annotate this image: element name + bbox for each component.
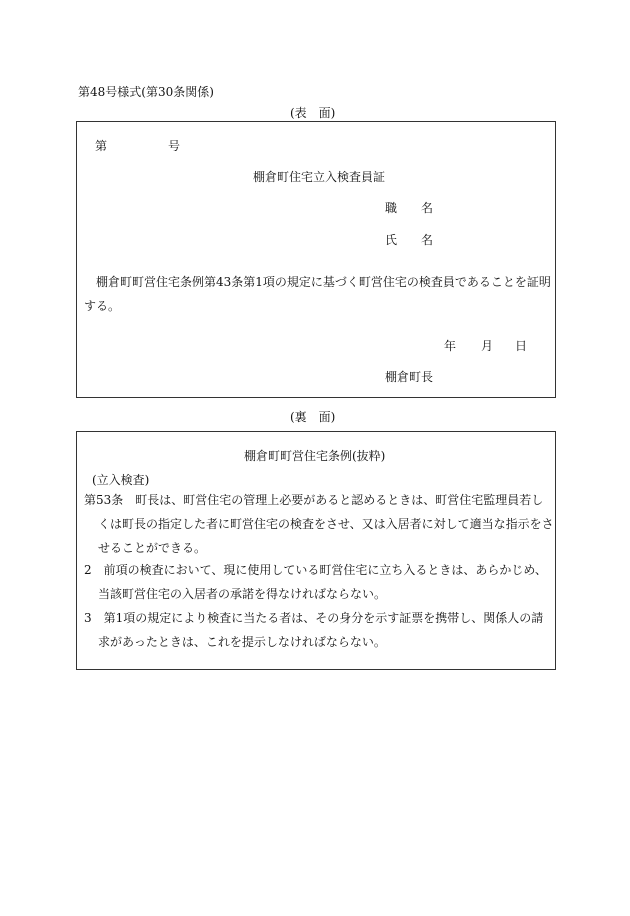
ordinance-title: 棚倉町町営住宅条例(抜粋): [244, 449, 386, 463]
front-card: [76, 121, 556, 398]
section-caption: (立入検査): [92, 473, 150, 487]
job-title-label: 職 名: [385, 201, 434, 215]
certification-text: 棚倉町町営住宅条例第43条第1項の規定に基づく町営住宅の検査員であることを証明する。: [84, 275, 551, 313]
issuer: 棚倉町長: [385, 370, 434, 384]
article-53-paragraph-2: 2 前項の検査において、現に使用している町営住宅に立ち入るときは、あらかじめ、当該町営住宅の入居者の承諾を得なければならない。: [84, 563, 547, 601]
date-month: 月: [481, 339, 494, 353]
date-day: 日: [515, 339, 528, 353]
article-53: 第53条 町長は、町営住宅の管理上必要があると認めるときは、町営住宅監理員若しくは町長の指定した者に町営住宅の検査をさせ、又は入居者に対して適当な指示をさせることができる。: [84, 493, 554, 555]
date-year: 年: [444, 339, 457, 353]
number-suffix: 号: [168, 139, 181, 153]
front-side-label: (表 面): [290, 106, 336, 120]
back-side-label: (裏 面): [290, 410, 336, 424]
certificate-title: 棚倉町住宅立入検査員証: [253, 170, 386, 184]
number-prefix: 第: [95, 139, 108, 153]
form-label: 第48号様式(第30条関係): [78, 85, 214, 99]
article-53-paragraph-3: 3 第1項の規定により検査に当たる者は、その身分を示す証票を携帯し、関係人の請求があったときは、これを提示しなければならない。: [84, 611, 544, 649]
name-label: 氏 名: [385, 233, 434, 247]
